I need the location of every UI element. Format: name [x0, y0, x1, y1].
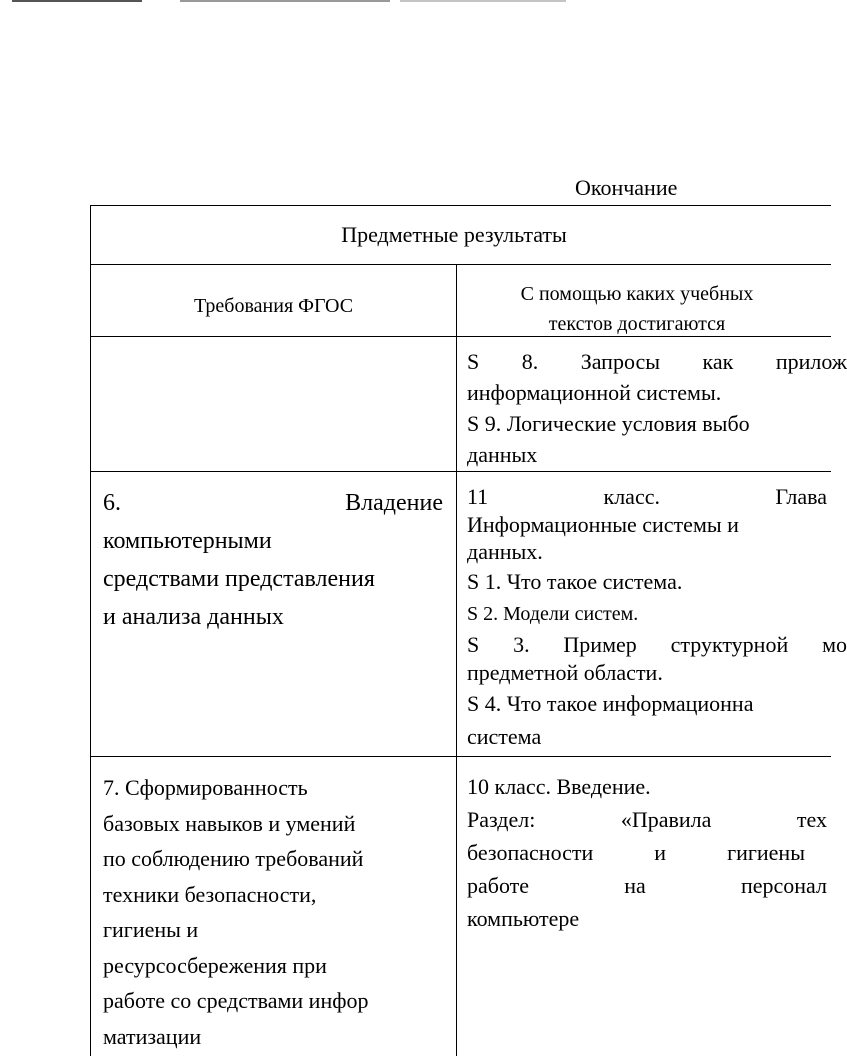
row2-right-cell — [467, 483, 847, 753]
word: Запросы — [580, 349, 661, 374]
top-rule-segment — [12, 0, 142, 2]
text-line: по соблюдению требований — [103, 846, 364, 871]
word: на — [624, 873, 646, 898]
text-line: компьютерными — [103, 528, 272, 554]
word: гигиены — [727, 840, 805, 865]
text-line: матизации — [103, 1023, 202, 1049]
top-rule-segment — [400, 0, 566, 2]
results-table — [90, 205, 847, 1056]
top-rule-segment — [180, 0, 390, 2]
word: 11 — [467, 484, 489, 509]
word: Пример — [563, 632, 637, 657]
word: работе — [467, 873, 530, 898]
text-line: работе со средствами инфор — [103, 988, 369, 1013]
word: S — [467, 632, 480, 657]
word: тех — [796, 807, 827, 832]
word: мо — [822, 632, 847, 657]
word: 6. — [103, 490, 121, 516]
row-divider — [91, 471, 831, 472]
text-line — [467, 483, 827, 511]
column-header-texts — [457, 279, 817, 339]
text-line: техники безопасности, — [103, 881, 317, 907]
text-line: S 9. Логические условия выбо — [467, 411, 750, 436]
text-line — [103, 484, 443, 522]
text-line — [467, 631, 847, 659]
word: «Правила — [620, 807, 712, 832]
text-line: система — [467, 724, 542, 749]
text-line: компьютере — [467, 906, 580, 931]
column-header-requirements: Требования ФГОС — [193, 295, 354, 317]
top-rule — [0, 0, 566, 4]
word: персонал — [740, 873, 827, 898]
text-line: ресурсосбережения при — [103, 952, 327, 978]
column-divider — [456, 264, 457, 1056]
word: структурной — [670, 632, 789, 657]
text-line — [467, 346, 847, 377]
word: безопасности — [467, 840, 594, 865]
word: Глава — [775, 484, 827, 509]
word: прилож — [775, 349, 847, 374]
word: 8. — [521, 349, 539, 374]
text-line: данных — [467, 442, 538, 467]
text-line: базовых навыков и умений — [103, 810, 356, 836]
text-line: предметной области. — [467, 660, 663, 685]
row-divider — [91, 264, 831, 265]
word: Владение — [345, 490, 443, 516]
text-line: информационной системы. — [467, 380, 722, 405]
word: как — [702, 349, 734, 374]
text-line: S 2. Модели систем. — [467, 603, 639, 625]
row2-left-cell — [103, 484, 443, 636]
text-line: данных. — [467, 539, 543, 564]
text-line: 10 класс. Введение. — [467, 774, 651, 799]
word: класс. — [603, 484, 660, 509]
word: и — [654, 840, 667, 865]
word: Раздел: — [467, 807, 536, 832]
text-line: 7. Сформированность — [103, 775, 308, 800]
text-line: средствами представления — [103, 566, 375, 592]
text-line — [467, 869, 827, 902]
text-line — [467, 803, 827, 836]
table-title: Предметные результаты — [341, 222, 567, 247]
table-caption: Окончание — [575, 175, 678, 200]
text-line: и анализа данных — [103, 604, 284, 630]
text-line: S 1. Что такое система. — [467, 569, 683, 594]
text-line — [467, 836, 805, 869]
row-divider — [91, 756, 831, 757]
text-line: гигиены и — [103, 917, 199, 942]
word: 3. — [513, 632, 530, 657]
column-header-line: текстов достигаются — [548, 313, 726, 335]
text-line: Информационные системы и — [467, 512, 739, 537]
row3-left-cell — [103, 770, 448, 1054]
row1-right-cell — [467, 346, 847, 470]
text-line: S 4. Что такое информационна — [467, 691, 754, 716]
row3-right-cell — [467, 770, 827, 935]
column-header-line: С помощью каких учебных — [520, 283, 754, 305]
word: S — [467, 349, 480, 374]
